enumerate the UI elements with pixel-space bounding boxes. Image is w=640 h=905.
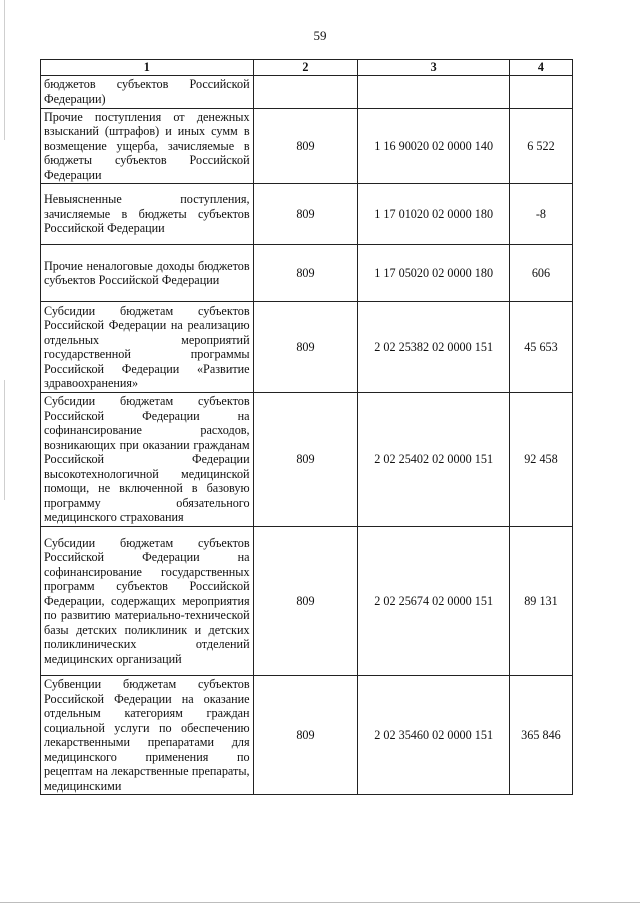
- row-amount: 6 522: [509, 108, 572, 184]
- row-amount: 365 846: [509, 676, 572, 795]
- row-amount: 92 458: [509, 393, 572, 527]
- row-description: бюджетов субъектов Российской Федерации): [41, 75, 254, 108]
- column-header: 4: [509, 60, 572, 76]
- row-amount: [509, 75, 572, 108]
- row-budget-code: 2 02 25382 02 0000 151: [358, 302, 510, 393]
- row-amount: 606: [509, 245, 572, 302]
- row-admin-code: 809: [253, 108, 358, 184]
- table-row: [41, 75, 573, 108]
- row-budget-code: 1 16 90020 02 0000 140: [358, 108, 510, 184]
- row-admin-code: 809: [253, 184, 358, 245]
- table-row: [41, 108, 573, 184]
- page-number: 59: [313, 28, 327, 43]
- row-description: Невыясненные поступления, зачисляемые в бюджеты субъектов Российской Федерации: [41, 184, 254, 245]
- row-budget-code: 1 17 05020 02 0000 180: [358, 245, 510, 302]
- table-row: [41, 184, 573, 245]
- column-header: 3: [358, 60, 510, 76]
- row-admin-code: [253, 75, 358, 108]
- column-header: 1: [41, 60, 254, 76]
- row-description: Субсидии бюджетам субъектов Российской Федерации на софинансирование расходов, возникающих при оказании гражданам Российской Федерации высокотехнологичной медицинской помощи, не включенной в базовую программу обязательного медицинского страхования: [41, 393, 254, 527]
- table-row: [41, 302, 573, 393]
- row-description: Прочие поступления от денежных взысканий (штрафов) и иных сумм в возмещение ущерба, зачисляемые в бюджеты субъектов Российской Федерации: [41, 108, 254, 184]
- table-row: [41, 676, 573, 795]
- row-admin-code: 809: [253, 676, 358, 795]
- row-budget-code: [358, 75, 510, 108]
- row-admin-code: 809: [253, 245, 358, 302]
- revenue-table: [40, 59, 573, 795]
- table-row: [41, 393, 573, 527]
- row-description: Прочие неналоговые доходы бюджетов субъектов Российской Федерации: [41, 245, 254, 302]
- column-header: 2: [253, 60, 358, 76]
- table-header-row: [41, 60, 573, 76]
- row-description: Субвенции бюджетам субъектов Российской Федерации на оказание отдельным категориям граждан социальной услуги по обеспечению лекарственными препаратами для медицинского применения по рецептам на лекарственные препараты, медицинскими: [41, 676, 254, 795]
- row-budget-code: 2 02 35460 02 0000 151: [358, 676, 510, 795]
- row-admin-code: 809: [253, 393, 358, 527]
- row-amount: 89 131: [509, 527, 572, 676]
- row-budget-code: 2 02 25674 02 0000 151: [358, 527, 510, 676]
- scan-bottom-line: [0, 902, 640, 903]
- row-description: Субсидии бюджетам субъектов Российской Федерации на реализацию отдельных мероприятий государственной программы Российской Федерации «Развитие здравоохранения»: [41, 302, 254, 393]
- row-description: Субсидии бюджетам субъектов Российской Федерации на софинансирование государственных программ субъектов Российской Федерации, содержащих мероприятия по развитию материально-технической базы детских поликлиник и детских поликлинических отделений медицинских организаций: [41, 527, 254, 676]
- row-admin-code: 809: [253, 527, 358, 676]
- scan-edge-mark: [4, 380, 5, 500]
- scan-edge-mark: [4, 0, 5, 140]
- row-amount: 45 653: [509, 302, 572, 393]
- row-amount: -8: [509, 184, 572, 245]
- row-budget-code: 2 02 25402 02 0000 151: [358, 393, 510, 527]
- table-row: [41, 245, 573, 302]
- row-budget-code: 1 17 01020 02 0000 180: [358, 184, 510, 245]
- row-admin-code: 809: [253, 302, 358, 393]
- table-row: [41, 527, 573, 676]
